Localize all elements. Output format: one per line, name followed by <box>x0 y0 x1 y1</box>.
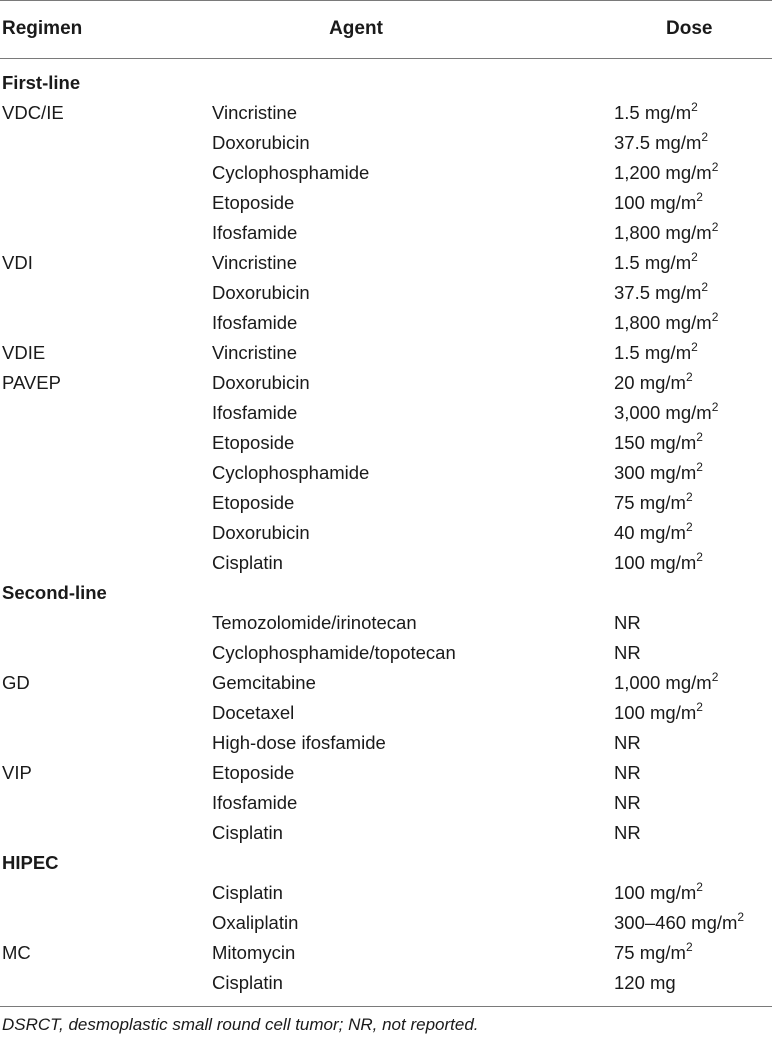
cell-regimen: VDIE <box>2 342 46 363</box>
cell-regimen: GD <box>2 672 30 693</box>
dose-unit-exponent: 2 <box>691 100 698 114</box>
cell-agent: Etoposide <box>212 432 295 453</box>
cell-dose <box>614 821 641 845</box>
dose-value: 300–460 mg/m <box>614 912 738 933</box>
dose-unit-exponent: 2 <box>685 490 693 504</box>
table-row <box>0 518 772 548</box>
dose-value: 1.5 mg/m <box>614 252 692 273</box>
cell-dose <box>614 191 703 215</box>
cell-agent: Mitomycin <box>212 942 296 963</box>
cell-dose <box>614 551 703 575</box>
table-row <box>0 98 772 128</box>
cell-dose <box>614 161 718 185</box>
dose-value: 37.5 mg/m <box>614 132 702 153</box>
cell-dose <box>614 461 703 485</box>
dose-unit-exponent: 2 <box>691 250 698 264</box>
dose-unit-exponent: 2 <box>685 940 693 954</box>
table-row <box>0 338 772 368</box>
cell-agent: Etoposide <box>212 762 295 783</box>
cell-dose <box>614 731 641 755</box>
cell-dose <box>614 371 693 395</box>
cell-dose <box>614 401 718 425</box>
cell-dose <box>614 761 641 785</box>
dose-value: 1.5 mg/m <box>614 342 692 363</box>
section-title: First-line <box>2 72 81 93</box>
section-title-row <box>0 68 772 98</box>
cell-agent: Ifosfamide <box>212 312 298 333</box>
dose-unit-exponent: 2 <box>701 280 709 294</box>
dose-unit-exponent: 2 <box>711 400 719 414</box>
cell-dose <box>614 521 693 545</box>
cell-agent: Doxorubicin <box>212 132 310 153</box>
cell-agent: Oxaliplatin <box>212 912 299 933</box>
cell-dose <box>614 221 718 245</box>
table-row <box>0 368 772 398</box>
dose-value: NR <box>614 762 641 783</box>
dose-unit-exponent: 2 <box>737 910 745 924</box>
cell-regimen: VDC/IE <box>2 102 64 123</box>
cell-dose <box>614 611 641 635</box>
dose-value: 1,800 mg/m <box>614 222 712 243</box>
cell-dose <box>614 671 718 695</box>
table-row <box>0 638 772 668</box>
dose-unit-exponent: 2 <box>711 670 719 684</box>
cell-agent: Cyclophosphamide <box>212 162 370 183</box>
cell-agent: Etoposide <box>212 492 295 513</box>
cell-dose <box>614 971 676 995</box>
dose-unit-exponent: 2 <box>691 340 698 354</box>
cell-dose <box>614 881 703 905</box>
cell-agent: Doxorubicin <box>212 372 310 393</box>
cell-dose <box>614 431 703 455</box>
table-row <box>0 698 772 728</box>
dose-value: 1,200 mg/m <box>614 162 712 183</box>
section-title: Second-line <box>2 582 107 603</box>
table-row <box>0 788 772 818</box>
table-row <box>0 818 772 848</box>
table-row <box>0 938 772 968</box>
cell-agent: Doxorubicin <box>212 522 310 543</box>
table-row <box>0 128 772 158</box>
cell-dose <box>614 641 641 665</box>
cell-agent: Cisplatin <box>212 822 283 843</box>
dose-unit-exponent: 2 <box>696 190 703 204</box>
dose-value: 40 mg/m <box>614 522 686 543</box>
cell-dose <box>614 281 708 305</box>
table-row <box>0 488 772 518</box>
table-row <box>0 458 772 488</box>
dose-value: 1.5 mg/m <box>614 102 692 123</box>
table-row <box>0 248 772 278</box>
table-row <box>0 188 772 218</box>
table-row <box>0 158 772 188</box>
cell-dose <box>614 491 693 515</box>
table-row <box>0 548 772 578</box>
cell-agent: Ifosfamide <box>212 222 298 243</box>
table-footnote: DSRCT, desmoplastic small round cell tumor; NR, not reported. <box>2 1015 479 1034</box>
cell-agent: Ifosfamide <box>212 792 298 813</box>
dose-value: 1,800 mg/m <box>614 312 712 333</box>
dose-unit-exponent: 2 <box>711 310 719 324</box>
cell-agent: Vincristine <box>212 342 298 363</box>
table-row <box>0 908 772 938</box>
table-row <box>0 728 772 758</box>
dose-value: NR <box>614 642 641 663</box>
cell-agent: Doxorubicin <box>212 282 310 303</box>
table-row <box>0 878 772 908</box>
dose-unit-exponent: 2 <box>696 460 703 474</box>
dose-value: 100 mg/m <box>614 552 697 573</box>
dose-unit-exponent: 2 <box>685 520 693 534</box>
dose-value: 37.5 mg/m <box>614 282 702 303</box>
table-row <box>0 668 772 698</box>
header-regimen: Regimen <box>2 18 83 39</box>
cell-dose <box>614 311 718 335</box>
table-row <box>0 218 772 248</box>
table-header <box>0 0 772 58</box>
bottom-rule <box>0 1006 772 1007</box>
cell-agent: Cyclophosphamide <box>212 462 370 483</box>
cell-agent: Cisplatin <box>212 972 283 993</box>
dose-value: 100 mg/m <box>614 882 697 903</box>
dose-unit-exponent: 2 <box>696 550 703 564</box>
dose-value: 100 mg/m <box>614 192 697 213</box>
dose-unit-exponent: 2 <box>701 130 709 144</box>
cell-regimen: PAVEP <box>2 372 61 393</box>
dose-value: 20 mg/m <box>614 372 686 393</box>
dose-value: NR <box>614 822 641 843</box>
table-row <box>0 308 772 338</box>
table-row <box>0 608 772 638</box>
cell-dose <box>614 941 693 965</box>
table-body <box>0 68 772 998</box>
dose-unit-exponent: 2 <box>696 700 703 714</box>
table-row <box>0 428 772 458</box>
dose-value: 75 mg/m <box>614 492 686 513</box>
dose-unit-exponent: 2 <box>696 880 703 894</box>
section-title-row <box>0 848 772 878</box>
cell-agent: Docetaxel <box>212 702 295 723</box>
cell-dose <box>614 341 698 365</box>
header-dose: Dose <box>666 18 713 39</box>
cell-regimen: MC <box>2 942 31 963</box>
cell-regimen: VIP <box>2 762 32 783</box>
cell-agent: Vincristine <box>212 252 298 273</box>
dose-unit-exponent: 2 <box>711 160 719 174</box>
cell-dose <box>614 101 698 125</box>
table-row <box>0 968 772 998</box>
cell-agent: Temozolomide/irinotecan <box>212 612 417 633</box>
cell-dose <box>614 911 744 935</box>
table-row <box>0 398 772 428</box>
dose-value: 300 mg/m <box>614 462 697 483</box>
dose-unit-exponent: 2 <box>711 220 719 234</box>
header-agent: Agent <box>329 18 383 39</box>
dose-value: NR <box>614 792 641 813</box>
cell-agent: Ifosfamide <box>212 402 298 423</box>
table-row <box>0 278 772 308</box>
cell-dose <box>614 701 703 725</box>
dose-value: 150 mg/m <box>614 432 697 453</box>
cell-dose <box>614 131 708 155</box>
cell-dose <box>614 251 698 275</box>
section-title-row <box>0 578 772 608</box>
cell-regimen: VDI <box>2 252 33 273</box>
cell-agent: Vincristine <box>212 102 298 123</box>
table-row <box>0 758 772 788</box>
cell-agent: Gemcitabine <box>212 672 316 693</box>
dose-value: 120 mg <box>614 972 676 993</box>
dose-unit-exponent: 2 <box>685 370 693 384</box>
dose-value: 3,000 mg/m <box>614 402 712 423</box>
cell-dose <box>614 791 641 815</box>
dose-value: NR <box>614 732 641 753</box>
cell-agent: High-dose ifosfamide <box>212 732 386 753</box>
cell-agent: Cisplatin <box>212 882 283 903</box>
dose-value: 75 mg/m <box>614 942 686 963</box>
dose-value: 1,000 mg/m <box>614 672 712 693</box>
dose-value: NR <box>614 612 641 633</box>
dose-value: 100 mg/m <box>614 702 697 723</box>
cell-agent: Cyclophosphamide/topotecan <box>212 642 456 663</box>
cell-agent: Cisplatin <box>212 552 283 573</box>
section-title: HIPEC <box>2 852 59 873</box>
cell-agent: Etoposide <box>212 192 295 213</box>
dose-unit-exponent: 2 <box>696 430 703 444</box>
header-rule <box>0 58 772 59</box>
